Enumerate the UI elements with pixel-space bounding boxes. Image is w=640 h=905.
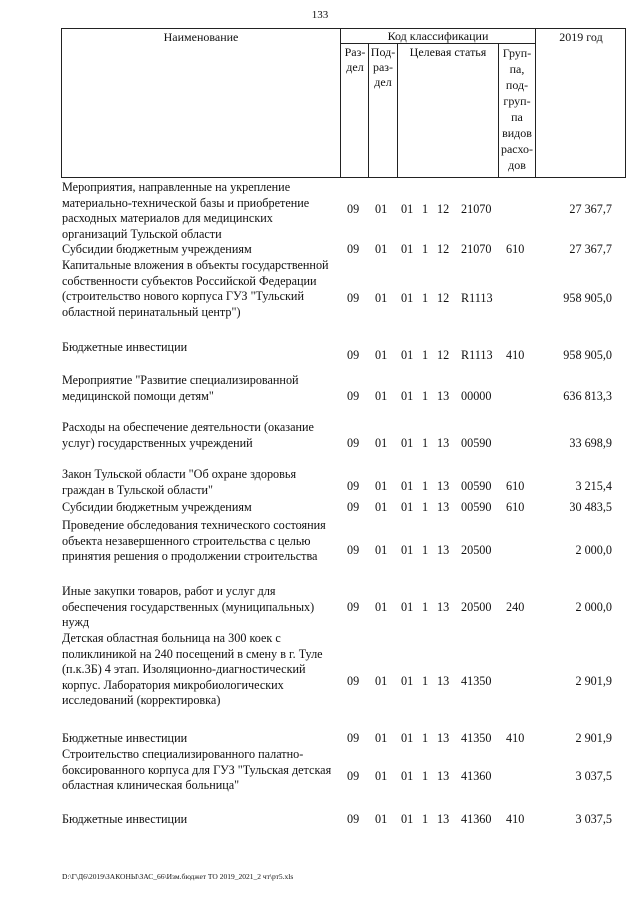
target-direction-cell: 20500 <box>461 600 492 614</box>
row-name: Бюджетные инвестиции <box>62 340 188 354</box>
amount-cell: 3 037,5 <box>575 769 612 783</box>
podrazdel-cell: 01 <box>375 202 388 216</box>
row-name: Мероприятия, направленные на укрепление материально-технической базы и приобретение расходных материалов для медицинских организаций Тульской области <box>62 180 310 241</box>
amount-cell: 3 215,4 <box>575 479 612 493</box>
target-direction-cell: 00590 <box>461 500 492 514</box>
target-subprogram-cell: 1 <box>422 769 429 783</box>
target-subprogram-cell: 1 <box>422 479 429 493</box>
target-subprogram-cell: 1 <box>422 242 429 256</box>
razdel-cell: 09 <box>347 242 360 256</box>
row-name: Расходы на обеспечение деятельности (оказание услуг) государственных учреждений <box>62 420 314 450</box>
expense-group-cell: 610 <box>506 479 525 493</box>
target-event-cell: 13 <box>437 436 450 450</box>
row-name: Строительство специализированного палатно-боксированного корпуса для ГУЗ "Тульская детская областная клиническая больница" <box>62 747 332 793</box>
target-direction-cell: R1113 <box>461 348 493 362</box>
razdel-cell: 09 <box>347 674 360 688</box>
target-direction-cell: 00000 <box>461 389 492 403</box>
target-event-cell: 13 <box>437 600 450 614</box>
amount-cell: 30 483,5 <box>569 500 612 514</box>
expense-group-cell: 240 <box>506 600 525 614</box>
row-name: Бюджетные инвестиции <box>62 812 188 826</box>
row-name: Капитальные вложения в объекты государственной собственности субъектов Российской Федерации (строительство нового корпуса ГУЗ "Тульский областной перинатальный центр") <box>62 258 329 319</box>
target-direction-cell: 41360 <box>461 769 492 783</box>
target-event-cell: 13 <box>437 769 450 783</box>
target-program-cell: 01 <box>401 291 414 305</box>
amount-cell: 2 000,0 <box>575 600 612 614</box>
target-subprogram-cell: 1 <box>422 436 429 450</box>
razdel-cell: 09 <box>347 543 360 557</box>
target-subprogram-cell: 1 <box>422 674 429 688</box>
target-direction-cell: 41360 <box>461 812 492 826</box>
target-subprogram-cell: 1 <box>422 389 429 403</box>
podrazdel-cell: 01 <box>375 500 388 514</box>
target-event-cell: 13 <box>437 543 450 557</box>
row-name: Закон Тульской области "Об охране здоровья граждан в Тульской области" <box>62 467 297 497</box>
row-name: Мероприятие "Развитие специализированной медицинской помощи детям" <box>62 373 299 403</box>
amount-cell: 958 905,0 <box>563 291 612 305</box>
podrazdel-cell: 01 <box>375 812 388 826</box>
target-event-cell: 12 <box>437 348 450 362</box>
header-expense-group: Груп- па, под- груп- па видов расхо- дов <box>500 46 534 172</box>
target-program-cell: 01 <box>401 500 414 514</box>
expense-group-cell: 410 <box>506 812 525 826</box>
expense-group-cell: 610 <box>506 500 525 514</box>
amount-cell: 27 367,7 <box>569 242 612 256</box>
podrazdel-cell: 01 <box>375 674 388 688</box>
razdel-cell: 09 <box>347 436 360 450</box>
amount-cell: 958 905,0 <box>563 348 612 362</box>
header-code-group: Код классификации <box>387 29 489 43</box>
podrazdel-cell: 01 <box>375 600 388 614</box>
target-event-cell: 12 <box>437 291 450 305</box>
target-subprogram-cell: 1 <box>422 600 429 614</box>
podrazdel-cell: 01 <box>375 436 388 450</box>
podrazdel-cell: 01 <box>375 389 388 403</box>
razdel-cell: 09 <box>347 731 360 745</box>
header-subsection: Под- раз- дел <box>370 45 396 89</box>
row-name: Субсидии бюджетным учреждениям <box>62 500 252 514</box>
razdel-cell: 09 <box>347 348 360 362</box>
target-subprogram-cell: 1 <box>422 348 429 362</box>
page-number: 133 <box>311 9 329 21</box>
target-subprogram-cell: 1 <box>422 731 429 745</box>
header-year: 2019 год <box>559 30 603 44</box>
header-name: Наименование <box>163 30 239 44</box>
expense-group-cell: 410 <box>506 731 525 745</box>
razdel-cell: 09 <box>347 202 360 216</box>
target-direction-cell: 41350 <box>461 731 492 745</box>
row-name: Проведение обследования технического состояния объекта незавершенного строительства с целью принятия решения о продолжении строительства <box>62 518 326 564</box>
podrazdel-cell: 01 <box>375 543 388 557</box>
amount-cell: 2 000,0 <box>575 543 612 557</box>
row-name: Субсидии бюджетным учреждениям <box>62 242 252 256</box>
expense-group-cell: 610 <box>506 242 525 256</box>
target-direction-cell: 20500 <box>461 543 492 557</box>
target-direction-cell: 21070 <box>461 242 492 256</box>
podrazdel-cell: 01 <box>375 348 388 362</box>
target-program-cell: 01 <box>401 731 414 745</box>
target-event-cell: 13 <box>437 389 450 403</box>
amount-cell: 636 813,3 <box>563 389 612 403</box>
amount-cell: 33 698,9 <box>569 436 612 450</box>
podrazdel-cell: 01 <box>375 769 388 783</box>
row-name: Бюджетные инвестиции <box>62 731 188 745</box>
file-path: D:\Г\Д6\2019\ЗАКОНЫ\ЗАС_66\Изм.бюджет ТО 2019_2021_2 чт\рт5.xls <box>62 872 294 881</box>
target-program-cell: 01 <box>401 674 414 688</box>
row-name: Иные закупки товаров, работ и услуг для обеспечения государственных (муниципальных) нужд <box>62 584 315 630</box>
target-program-cell: 01 <box>401 242 414 256</box>
razdel-cell: 09 <box>347 479 360 493</box>
podrazdel-cell: 01 <box>375 291 388 305</box>
razdel-cell: 09 <box>347 389 360 403</box>
target-subprogram-cell: 1 <box>422 202 429 216</box>
target-subprogram-cell: 1 <box>422 543 429 557</box>
target-program-cell: 01 <box>401 348 414 362</box>
target-direction-cell: 00590 <box>461 479 492 493</box>
target-program-cell: 01 <box>401 389 414 403</box>
amount-cell: 2 901,9 <box>575 674 612 688</box>
target-program-cell: 01 <box>401 202 414 216</box>
target-event-cell: 13 <box>437 812 450 826</box>
target-event-cell: 13 <box>437 500 450 514</box>
razdel-cell: 09 <box>347 769 360 783</box>
target-program-cell: 01 <box>401 812 414 826</box>
target-program-cell: 01 <box>401 543 414 557</box>
razdel-cell: 09 <box>347 500 360 514</box>
target-subprogram-cell: 1 <box>422 812 429 826</box>
target-program-cell: 01 <box>401 600 414 614</box>
target-program-cell: 01 <box>401 436 414 450</box>
target-program-cell: 01 <box>401 479 414 493</box>
target-event-cell: 12 <box>437 242 450 256</box>
target-direction-cell: 41350 <box>461 674 492 688</box>
target-subprogram-cell: 1 <box>422 500 429 514</box>
target-direction-cell: 00590 <box>461 436 492 450</box>
target-direction-cell: 21070 <box>461 202 492 216</box>
podrazdel-cell: 01 <box>375 242 388 256</box>
amount-cell: 3 037,5 <box>575 812 612 826</box>
razdel-cell: 09 <box>347 600 360 614</box>
expense-group-cell: 410 <box>506 348 525 362</box>
target-program-cell: 01 <box>401 769 414 783</box>
razdel-cell: 09 <box>347 291 360 305</box>
target-event-cell: 13 <box>437 674 450 688</box>
target-event-cell: 13 <box>437 479 450 493</box>
amount-cell: 2 901,9 <box>575 731 612 745</box>
podrazdel-cell: 01 <box>375 479 388 493</box>
amount-cell: 27 367,7 <box>569 202 612 216</box>
header-target: Целевая статья <box>409 45 487 59</box>
target-subprogram-cell: 1 <box>422 291 429 305</box>
header-section: Раз- дел <box>344 45 366 74</box>
target-direction-cell: R1113 <box>461 291 493 305</box>
row-name: Детская областная больница на 300 коек с поликлиникой на 240 посещений в смену в г. Туле (п.к.3Б) 4 этап. Изоляционно-диагностический корпус. Лаборатория микробиологических исследований (корректировка) <box>62 631 323 708</box>
target-event-cell: 12 <box>437 202 450 216</box>
target-event-cell: 13 <box>437 731 450 745</box>
podrazdel-cell: 01 <box>375 731 388 745</box>
razdel-cell: 09 <box>347 812 360 826</box>
